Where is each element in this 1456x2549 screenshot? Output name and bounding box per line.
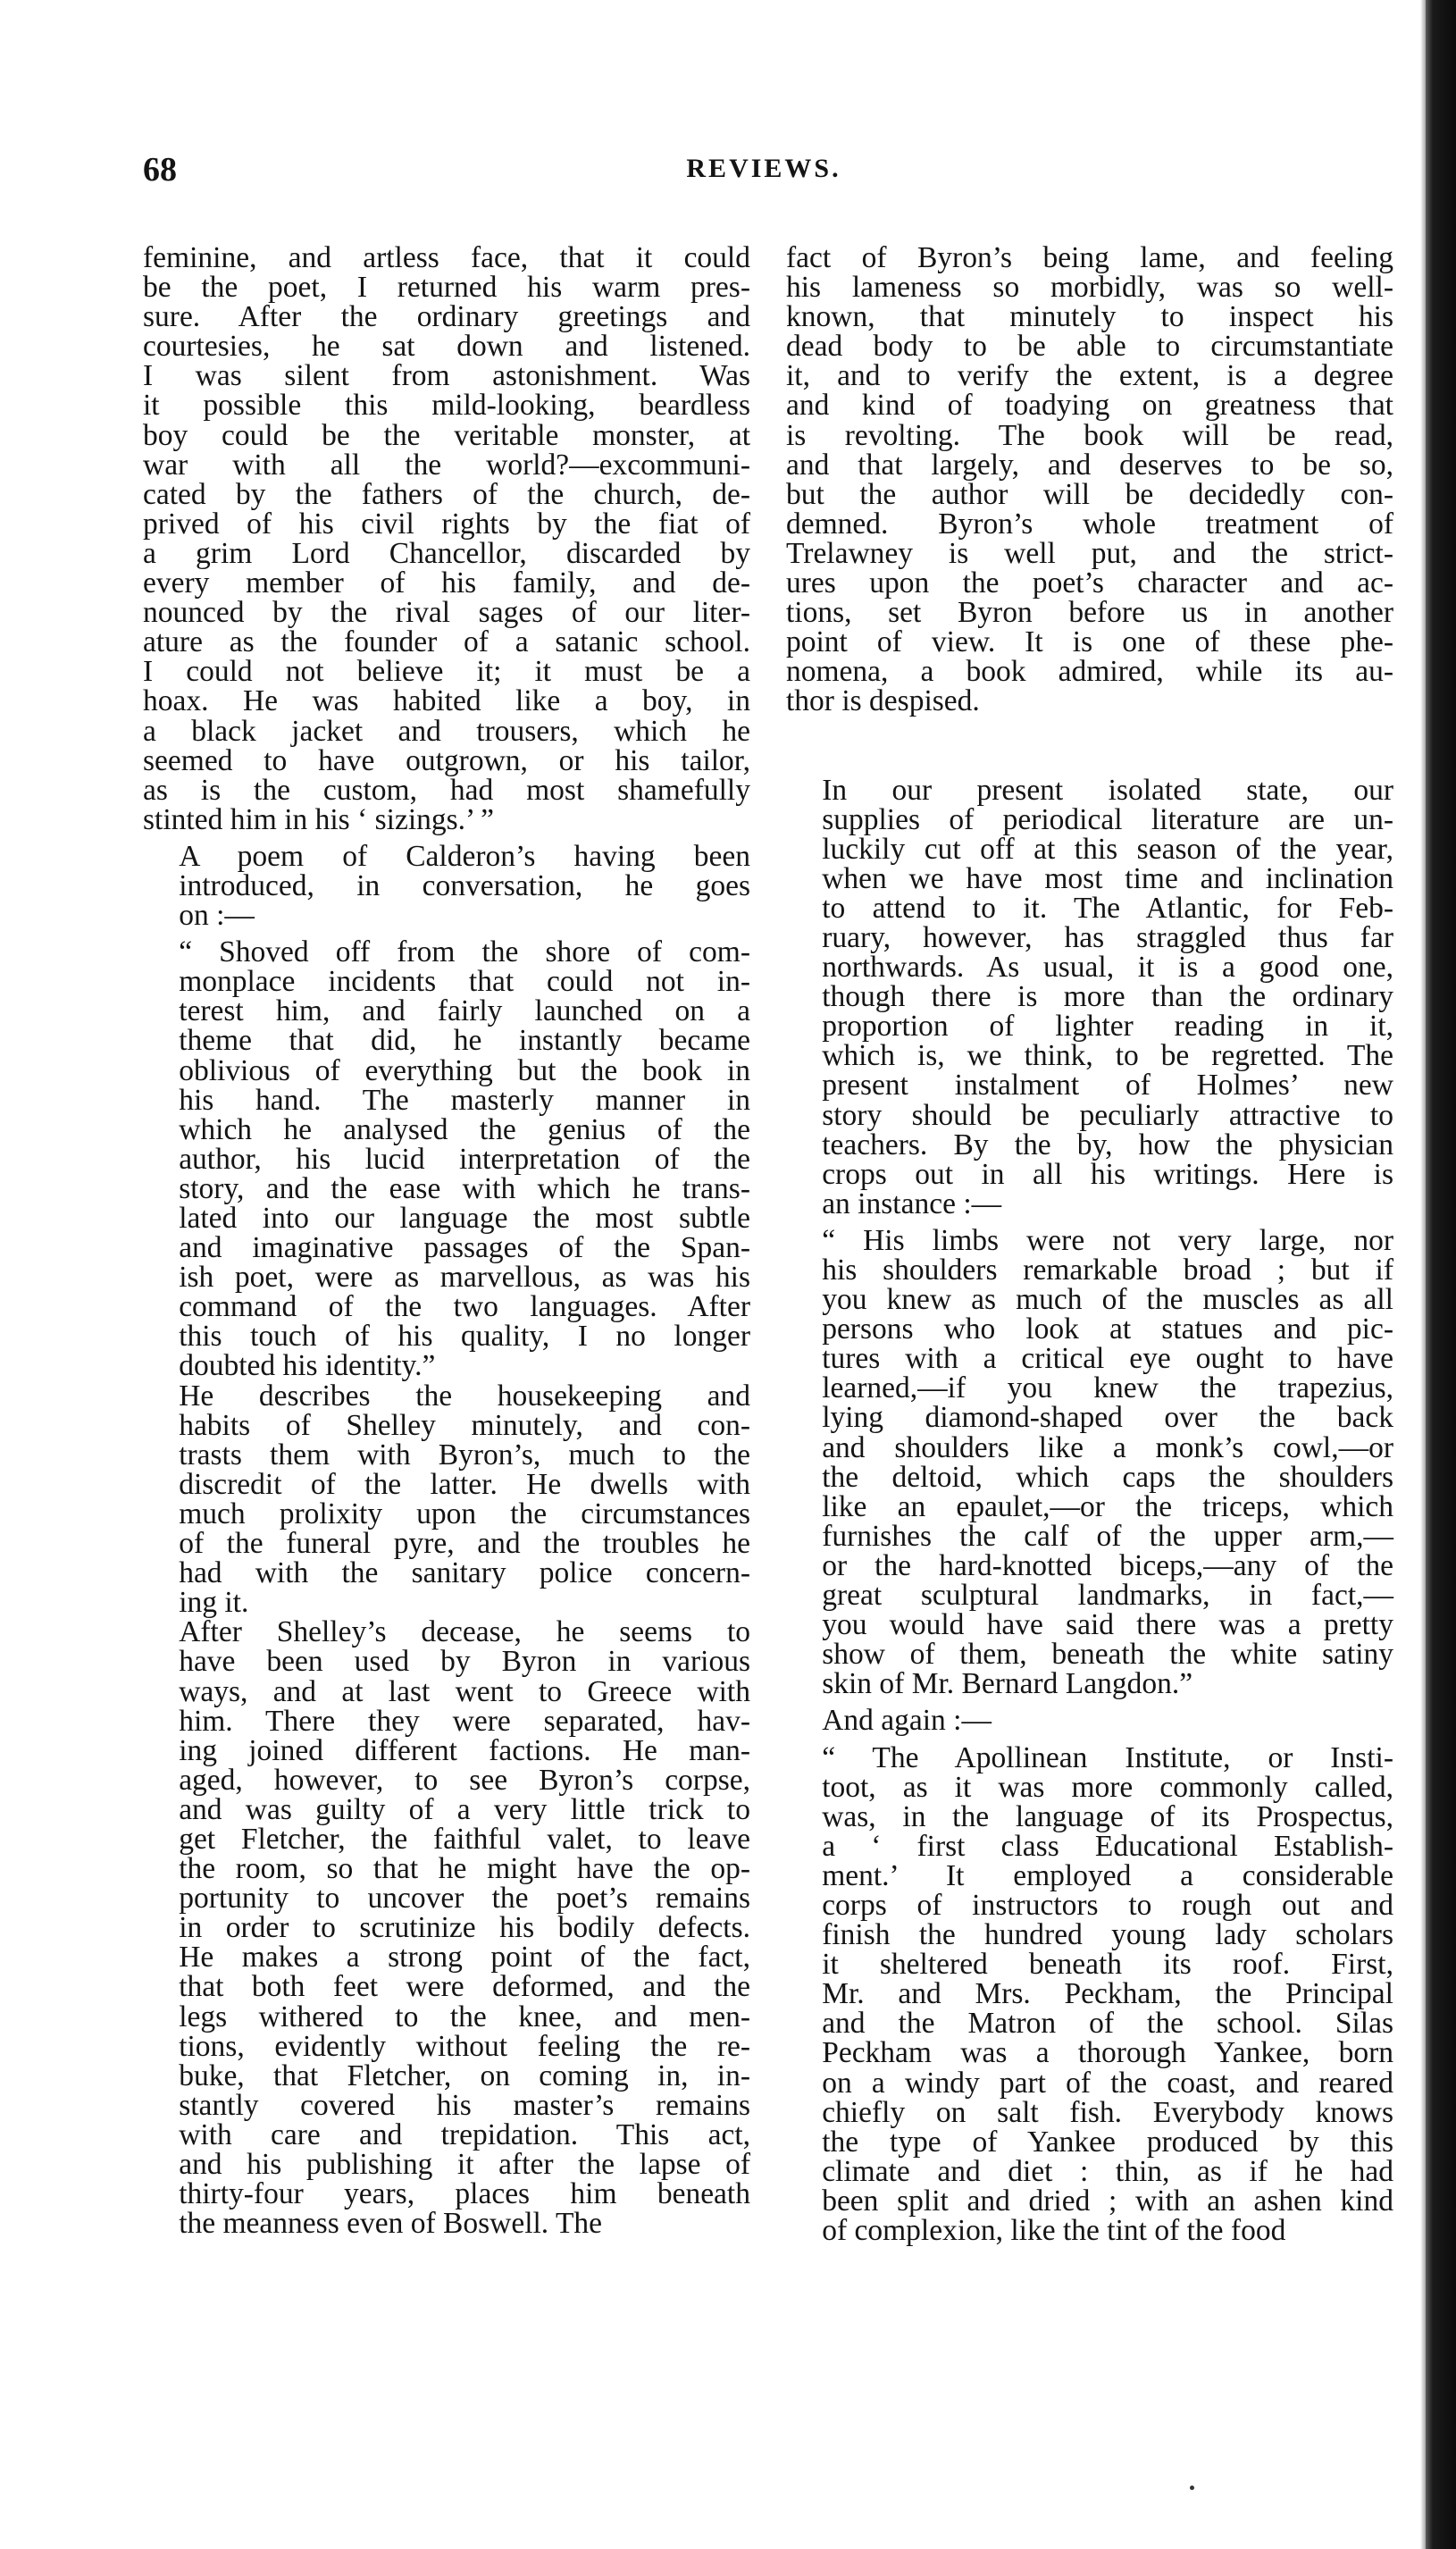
page-header — [143, 150, 1385, 195]
text-line: an instance :— — [822, 1186, 1002, 1220]
text-line: like an epaulet,—or the triceps, which — [822, 1489, 1393, 1523]
text-line: He describes the housekeeping and — [179, 1379, 750, 1413]
left-paragraph-2 — [143, 839, 750, 933]
text-line: thor is despised. — [786, 684, 980, 718]
text-line: persons who look at statues and pic- — [822, 1312, 1393, 1346]
text-line: He makes a strong point of the fact, — [179, 1941, 750, 1975]
text-line: with care and trepidation. This act, — [179, 2117, 750, 2151]
text-line: trasts them with Byron’s, much to the — [179, 1438, 750, 1472]
text-line: on a windy part of the coast, and reared — [822, 2066, 1393, 2100]
left-paragraph-3 — [143, 1381, 750, 1618]
text-line: skin of Mr. Bernard Langdon.” — [822, 1667, 1193, 1701]
text-line: Mr. and Mrs. Peckham, the Principal — [822, 1977, 1393, 2011]
text-line: thirty-four years, places him beneath — [179, 2177, 750, 2211]
text-line: tions, set Byron before us in another — [786, 596, 1393, 630]
text-line: I was silent from astonishment. Was — [143, 359, 750, 393]
text-line: have been used by Byron in various — [179, 1645, 750, 1679]
text-line: ways, and at last went to Greece with — [179, 1674, 750, 1708]
text-line: climate and diet : thin, as if he had — [822, 2154, 1393, 2188]
text-line: to attend to it. The Atlantic, for Feb- — [822, 891, 1393, 925]
text-line: In our present isolated state, our — [822, 773, 1393, 807]
text-line: which he analysed the genius of the — [179, 1112, 750, 1146]
text-line: luckily cut off at this season of the year, — [822, 832, 1393, 866]
text-line: ing it. — [179, 1586, 249, 1620]
text-line: that both feet were deformed, and the — [179, 1970, 750, 2004]
text-line: fact of Byron’s being lame, and feeling — [786, 241, 1393, 274]
text-line: hoax. He was habited like a boy, in — [143, 684, 750, 718]
text-line: Peckham was a thorough Yankee, born — [822, 2036, 1393, 2070]
text-line: author, his lucid interpretation of the — [179, 1142, 750, 1176]
text-line: and the Matron of the school. Silas — [822, 2007, 1393, 2041]
text-line: boy could be the veritable monster, at — [143, 418, 750, 452]
text-line: tures with a critical eye ought to have — [822, 1342, 1393, 1376]
text-line: you would have said there was a pretty — [822, 1608, 1393, 1642]
text-line: known, that minutely to inspect his — [786, 300, 1393, 334]
text-line: chiefly on salt fish. Everybody knows — [822, 2095, 1393, 2129]
text-line: stinted him in his ‘ sizings.’ ” — [143, 802, 494, 836]
text-line: a black jacket and trousers, which he — [143, 714, 750, 748]
text-line: it sheltered beneath its roof. First, — [822, 1948, 1393, 1982]
text-line: Trelawney is well put, and the strict- — [786, 536, 1393, 570]
text-line: portunity to uncover the poet’s remains — [179, 1882, 750, 1916]
text-line: aged, however, to see Byron’s corpse, — [179, 1763, 750, 1797]
text-line: crops out in all his writings. Here is — [822, 1157, 1393, 1191]
text-line: toot, as it was more commonly called, — [822, 1770, 1393, 1804]
text-line: great sculptural landmarks, in fact,— — [822, 1579, 1393, 1613]
text-line: lated into our language the most subtle — [179, 1202, 750, 1235]
text-line: nomena, a book admired, while its au- — [786, 655, 1393, 689]
text-line: the type of Yankee produced by this — [822, 2125, 1393, 2159]
text-line: of the funeral pyre, and the troubles he — [179, 1527, 750, 1561]
text-line: it possible this mild-looking, beardless — [143, 389, 750, 423]
text-line: discredit of the latter. He dwells with — [179, 1467, 750, 1501]
text-line: had with the sanitary police concern- — [179, 1556, 750, 1590]
text-line: furnishes the calf of the upper arm,— — [822, 1519, 1393, 1553]
text-line: supplies of periodical literature are un- — [822, 802, 1393, 836]
text-line: this touch of his quality, I no longer — [179, 1320, 750, 1354]
text-line: it, and to verify the extent, is a degree — [786, 359, 1393, 393]
text-line: as is the custom, had most shamefully — [143, 773, 750, 807]
page-edge — [1426, 0, 1456, 2549]
text-line: I could not believe it; it must be a — [143, 655, 750, 689]
text-line: feminine, and artless face, that it could — [143, 241, 750, 274]
text-line: teachers. By the by, how the physician — [822, 1128, 1393, 1161]
right-quote-2 — [786, 1740, 1393, 2247]
text-line: oblivious of everything but the book in — [179, 1053, 750, 1087]
left-column — [143, 241, 750, 2241]
text-line: and shoulders like a monk’s cowl,—or — [822, 1430, 1393, 1464]
text-line: legs withered to the knee, and men- — [179, 2000, 750, 2033]
text-line: point of view. It is one of these phe- — [786, 625, 1393, 659]
text-line: “ The Apollinean Institute, or Insti- — [822, 1740, 1393, 1774]
text-line: doubted his identity.” — [179, 1349, 436, 1383]
text-line: terest him, and fairly launched on a — [179, 994, 750, 1028]
text-line: get Fletcher, the faithful valet, to leave — [179, 1822, 750, 1856]
right-paragraph-3 — [786, 1704, 1393, 1738]
text-line: corps of instructors to rough out and — [822, 1888, 1393, 1922]
text-line: and was guilty of a very little trick to — [179, 1792, 750, 1826]
text-line: story should be peculiarly attractive to — [822, 1098, 1393, 1132]
text-line: finish the hundred young lady scholars — [822, 1918, 1393, 1952]
text-line: show of them, beneath the white satiny — [822, 1638, 1393, 1672]
text-line: northwards. As usual, it is a good one, — [822, 951, 1393, 985]
text-line: proportion of lighter reading in it, — [822, 1010, 1393, 1044]
page-number: 68 — [143, 151, 177, 189]
print-speck — [1190, 2486, 1194, 2490]
text-line: of complexion, like the tint of the food — [822, 2214, 1286, 2247]
text-line: ature as the founder of a satanic school. — [143, 625, 750, 659]
right-quote-1 — [786, 1223, 1393, 1701]
text-line: command of the two languages. After — [179, 1290, 750, 1324]
text-line: every member of his family, and de- — [143, 566, 750, 600]
text-line: tions, evidently without feeling the re- — [179, 2029, 750, 2063]
text-line: or the hard-knotted biceps,—any of the — [822, 1548, 1393, 1582]
text-line: and imaginative passages of the Span- — [179, 1231, 750, 1265]
right-column — [786, 243, 1393, 2245]
left-paragraph-4 — [143, 1615, 750, 2241]
text-line: in order to scrutinize his bodily defects. — [179, 1911, 750, 1945]
text-line: which is, we think, to be regretted. The — [822, 1039, 1393, 1073]
text-line: though there is more than the ordinary — [822, 980, 1393, 1014]
text-line: was, in the language of its Prospectus, — [822, 1799, 1393, 1833]
text-line: his hand. The masterly manner in — [179, 1083, 750, 1117]
text-line: ures upon the poet’s character and ac- — [786, 566, 1393, 600]
text-line: demned. Byron’s whole treatment of — [786, 507, 1393, 541]
text-line: ment.’ It employed a considerable — [822, 1858, 1393, 1892]
text-line: when we have most time and inclination — [822, 861, 1393, 895]
text-line: a grim Lord Chancellor, discarded by — [143, 536, 750, 570]
text-line: lying diamond-shaped over the back — [822, 1401, 1393, 1435]
text-line: and that largely, and deserves to be so, — [786, 448, 1393, 482]
text-line: been split and dried ; with an ashen kind — [822, 2184, 1393, 2218]
text-line: “ Shoved off from the shore of com- — [179, 935, 750, 969]
right-paragraph-1 — [786, 243, 1393, 717]
text-line: theme that did, he instantly became — [179, 1024, 750, 1058]
text-line: nounced by the rival sages of our liter- — [143, 596, 750, 630]
text-line: his shoulders remarkable broad ; but if — [822, 1254, 1393, 1287]
text-line: his lameness so morbidly, was so well- — [786, 271, 1393, 305]
text-line: dead body to be able to circumstantiate — [786, 330, 1393, 364]
text-line: monplace incidents that could not in- — [179, 965, 750, 999]
text-line: learned,—if you knew the trapezius, — [822, 1371, 1393, 1405]
text-line: be the poet, I returned his warm pres- — [143, 271, 750, 305]
right-paragraph-2 — [786, 773, 1393, 1220]
text-line: seemed to have outgrown, or his tailor, — [143, 743, 750, 777]
text-line: stantly covered his master’s remains — [179, 2088, 750, 2122]
left-quote-1 — [143, 935, 750, 1383]
text-line: the deltoid, which caps the shoulders — [822, 1460, 1393, 1494]
text-line: war with all the world?—excommuni- — [143, 448, 750, 482]
text-line: prived of his civil rights by the fiat of — [143, 507, 750, 541]
text-line: and his publishing it after the lapse of — [179, 2148, 750, 2181]
text-line: present instalment of Holmes’ new — [822, 1069, 1393, 1103]
text-line: much prolixity upon the circumstances — [179, 1497, 750, 1530]
text-line: buke, that Fletcher, on coming in, in- — [179, 2058, 750, 2092]
text-line: And again :— — [822, 1704, 992, 1738]
text-line: the meanness even of Boswell. The — [179, 2207, 603, 2241]
text-line: cated by the fathers of the church, de- — [143, 477, 750, 511]
running-head: REVIEWS. — [686, 154, 841, 183]
text-line: introduced, in conversation, he goes — [179, 868, 750, 902]
text-line: courtesies, he sat down and listened. — [143, 330, 750, 364]
text-line: and kind of toadying on greatness that — [786, 389, 1393, 423]
text-line: ruary, however, has straggled thus far — [822, 920, 1393, 954]
text-line: habits of Shelley minutely, and con- — [179, 1408, 750, 1442]
text-line: you knew as much of the muscles as all — [822, 1283, 1393, 1317]
text-line: but the author will be decidedly con- — [786, 477, 1393, 511]
text-line: ing joined different factions. He man- — [179, 1733, 750, 1767]
text-line: a ‘ first class Educational Establish- — [822, 1829, 1393, 1863]
text-line: After Shelley’s decease, he seems to — [179, 1615, 750, 1649]
text-line: A poem of Calderon’s having been — [179, 839, 750, 873]
left-paragraph-1 — [143, 243, 750, 834]
text-line: story, and the ease with which he trans- — [179, 1171, 750, 1205]
text-line: is revolting. The book will be read, — [786, 418, 1393, 452]
text-line: him. There they were separated, hav- — [179, 1704, 750, 1738]
text-line: sure. After the ordinary greetings and — [143, 300, 750, 334]
text-line: ish poet, were as marvellous, as was his — [179, 1261, 750, 1295]
text-line: “ His limbs were not very large, nor — [822, 1223, 1393, 1257]
text-line: the room, so that he might have the op- — [179, 1852, 750, 1886]
text-line: on :— — [179, 899, 255, 933]
